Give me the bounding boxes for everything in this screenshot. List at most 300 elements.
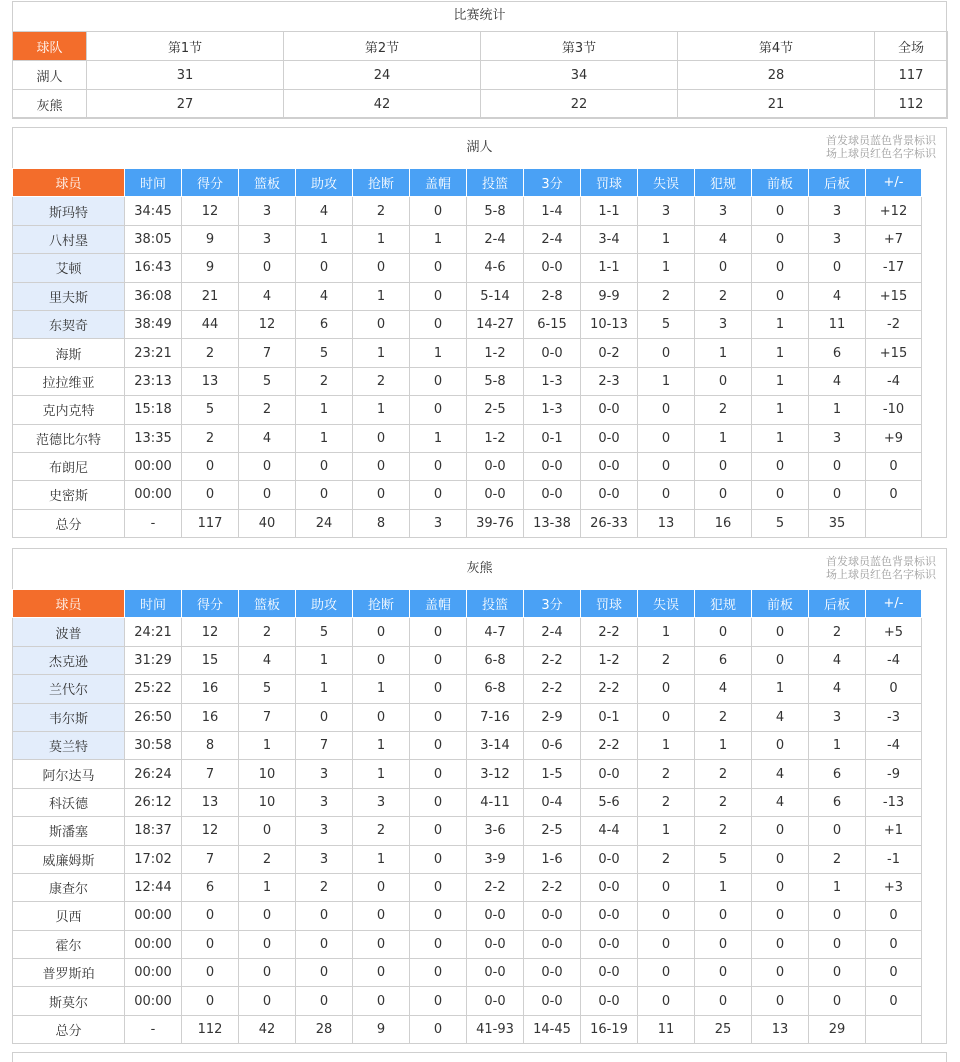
stat-steals: 2 — [353, 197, 410, 225]
stat-rebounds: 10 — [239, 760, 296, 788]
player-row[interactable] — [13, 760, 922, 788]
player-row[interactable] — [13, 817, 922, 845]
stat-off-reb: 0 — [752, 930, 809, 958]
player-name[interactable]: 兰代尔 — [13, 675, 125, 703]
stat-assists: 3 — [296, 817, 353, 845]
stat-fouls: 2 — [695, 282, 752, 310]
stat-points: 7 — [182, 845, 239, 873]
stat-three-pt: 1-5 — [524, 760, 581, 788]
stat-blocks: 0 — [410, 254, 467, 282]
stat-blocks: 0 — [410, 731, 467, 759]
stat-blocks: 0 — [410, 987, 467, 1015]
stat-fouls: 0 — [695, 618, 752, 646]
stat-plus-minus: -4 — [866, 731, 922, 759]
stat-off-reb: 0 — [752, 959, 809, 987]
lakers-stats-panel — [12, 127, 947, 538]
stat-off-reb: 1 — [752, 396, 809, 424]
stat-steals: 2 — [353, 367, 410, 395]
player-name[interactable]: 贝西 — [13, 902, 125, 930]
stat-three-pt: 1-3 — [524, 396, 581, 424]
player-row[interactable] — [13, 675, 922, 703]
stat-blocks: 0 — [410, 396, 467, 424]
player-row[interactable] — [13, 788, 922, 816]
total-blocks: 0 — [410, 1015, 467, 1043]
stat-ft: 1-1 — [581, 197, 638, 225]
stat-fouls: 3 — [695, 310, 752, 338]
stat-plus-minus: -13 — [866, 788, 922, 816]
stat-fg: 0-0 — [467, 930, 524, 958]
stat-turnovers: 3 — [638, 197, 695, 225]
stat-time: 17:02 — [125, 845, 182, 873]
stat-off-reb: 4 — [752, 703, 809, 731]
stat-off-reb: 1 — [752, 367, 809, 395]
player-row[interactable] — [13, 646, 922, 674]
stat-three-pt: 1-6 — [524, 845, 581, 873]
stat-assists: 0 — [296, 452, 353, 480]
player-row[interactable] — [13, 703, 922, 731]
stat-steals: 0 — [353, 310, 410, 338]
stat-steals: 0 — [353, 424, 410, 452]
stat-three-pt: 0-0 — [524, 339, 581, 367]
stat-ft: 0-0 — [581, 930, 638, 958]
stat-turnovers: 0 — [638, 930, 695, 958]
stat-rebounds: 4 — [239, 282, 296, 310]
player-row[interactable] — [13, 452, 922, 480]
header-steals: 抢断 — [353, 590, 410, 618]
q1-score: 27 — [87, 90, 284, 119]
player-name[interactable]: 八村塁 — [13, 225, 125, 253]
player-name[interactable]: 康查尔 — [13, 873, 125, 901]
stat-fg: 1-2 — [467, 424, 524, 452]
stat-points: 0 — [182, 930, 239, 958]
total-rebounds: 40 — [239, 509, 296, 537]
stat-fg: 3-12 — [467, 760, 524, 788]
player-row[interactable] — [13, 254, 922, 282]
player-row[interactable] — [13, 845, 922, 873]
legend-starter: 首发球员蓝色背景标识 — [826, 134, 936, 147]
stat-turnovers: 2 — [638, 845, 695, 873]
player-name[interactable]: 斯潘塞 — [13, 817, 125, 845]
stat-points: 12 — [182, 197, 239, 225]
total-fg: 39-76 — [467, 509, 524, 537]
player-name[interactable]: 莫兰特 — [13, 731, 125, 759]
legend-oncourt: 场上球员红色名字标识 — [826, 568, 936, 581]
stat-blocks: 0 — [410, 646, 467, 674]
stat-points: 12 — [182, 817, 239, 845]
total-turnovers: 13 — [638, 509, 695, 537]
stat-assists: 0 — [296, 481, 353, 509]
stat-fouls: 0 — [695, 959, 752, 987]
stats-header-row — [13, 169, 922, 197]
stat-blocks: 0 — [410, 873, 467, 901]
stat-time: 13:35 — [125, 424, 182, 452]
player-row[interactable] — [13, 930, 922, 958]
stat-fg: 3-6 — [467, 817, 524, 845]
stat-assists: 1 — [296, 424, 353, 452]
stat-plus-minus: -4 — [866, 646, 922, 674]
stat-plus-minus: -9 — [866, 760, 922, 788]
stat-off-reb: 0 — [752, 987, 809, 1015]
stat-fg: 6-8 — [467, 646, 524, 674]
header-points: 得分 — [182, 169, 239, 197]
stat-blocks: 0 — [410, 367, 467, 395]
stat-three-pt: 2-4 — [524, 225, 581, 253]
stat-fouls: 0 — [695, 987, 752, 1015]
stat-def-reb: 3 — [809, 703, 866, 731]
header-rebounds: 篮板 — [239, 590, 296, 618]
team-total-row — [13, 1015, 922, 1043]
stat-turnovers: 2 — [638, 282, 695, 310]
player-name[interactable]: 艾顿 — [13, 254, 125, 282]
total-fg: 41-93 — [467, 1015, 524, 1043]
stat-time: 18:37 — [125, 817, 182, 845]
stat-time: 15:18 — [125, 396, 182, 424]
stat-def-reb: 6 — [809, 788, 866, 816]
header-assists: 助攻 — [296, 169, 353, 197]
total-fouls: 25 — [695, 1015, 752, 1043]
stat-rebounds: 1 — [239, 873, 296, 901]
total-fouls: 16 — [695, 509, 752, 537]
game-summary-panel — [12, 1, 947, 118]
player-row[interactable] — [13, 424, 922, 452]
stat-ft: 9-9 — [581, 282, 638, 310]
stat-turnovers: 2 — [638, 646, 695, 674]
stat-rebounds: 0 — [239, 902, 296, 930]
stat-assists: 4 — [296, 197, 353, 225]
stat-time: 24:21 — [125, 618, 182, 646]
stat-fouls: 4 — [695, 225, 752, 253]
stat-steals: 0 — [353, 703, 410, 731]
header-fg: 投篮 — [467, 590, 524, 618]
stat-rebounds: 2 — [239, 396, 296, 424]
total-off-reb: 5 — [752, 509, 809, 537]
total-label: 总分 — [13, 509, 125, 537]
header-steals: 抢断 — [353, 169, 410, 197]
q2-score: 42 — [284, 90, 481, 119]
stat-plus-minus: +15 — [866, 339, 922, 367]
stat-points: 13 — [182, 788, 239, 816]
stat-three-pt: 0-6 — [524, 731, 581, 759]
stat-def-reb: 3 — [809, 225, 866, 253]
stat-time: 16:43 — [125, 254, 182, 282]
stat-steals: 0 — [353, 873, 410, 901]
stat-points: 6 — [182, 873, 239, 901]
stat-ft: 5-6 — [581, 788, 638, 816]
stat-def-reb: 6 — [809, 339, 866, 367]
stat-assists: 1 — [296, 646, 353, 674]
stat-def-reb: 6 — [809, 760, 866, 788]
total-points: 117 — [182, 509, 239, 537]
stat-fouls: 1 — [695, 731, 752, 759]
stat-three-pt: 0-0 — [524, 959, 581, 987]
stat-def-reb: 4 — [809, 646, 866, 674]
stat-def-reb: 0 — [809, 902, 866, 930]
player-name[interactable]: 霍尔 — [13, 930, 125, 958]
stat-fg: 4-6 — [467, 254, 524, 282]
player-row[interactable] — [13, 197, 922, 225]
stat-off-reb: 0 — [752, 817, 809, 845]
stat-fouls: 2 — [695, 817, 752, 845]
player-name[interactable]: 布朗尼 — [13, 452, 125, 480]
player-row[interactable] — [13, 310, 922, 338]
stat-def-reb: 0 — [809, 254, 866, 282]
player-name[interactable]: 杰克逊 — [13, 646, 125, 674]
stat-three-pt: 0-0 — [524, 254, 581, 282]
stat-ft: 0-0 — [581, 424, 638, 452]
player-row[interactable] — [13, 618, 922, 646]
player-row[interactable] — [13, 282, 922, 310]
q3-score: 22 — [481, 90, 678, 119]
stat-assists: 1 — [296, 675, 353, 703]
header-player: 球员 — [13, 590, 125, 618]
stat-assists: 3 — [296, 845, 353, 873]
stat-points: 5 — [182, 396, 239, 424]
q1-score: 31 — [87, 61, 284, 90]
header-three-pt: 3分 — [524, 590, 581, 618]
stat-steals: 1 — [353, 339, 410, 367]
stat-assists: 7 — [296, 731, 353, 759]
header-off-reb: 前板 — [752, 169, 809, 197]
stat-plus-minus: +3 — [866, 873, 922, 901]
player-name[interactable]: 范德比尔特 — [13, 424, 125, 452]
stat-three-pt: 6-15 — [524, 310, 581, 338]
player-row[interactable] — [13, 873, 922, 901]
header-q2: 第2节 — [284, 32, 481, 61]
stat-rebounds: 0 — [239, 254, 296, 282]
stat-fouls: 3 — [695, 197, 752, 225]
stat-three-pt: 0-0 — [524, 930, 581, 958]
stat-fouls: 1 — [695, 339, 752, 367]
stat-time: 26:24 — [125, 760, 182, 788]
stat-three-pt: 0-4 — [524, 788, 581, 816]
header-turnovers: 失误 — [638, 169, 695, 197]
header-q1: 第1节 — [87, 32, 284, 61]
player-name[interactable]: 东契奇 — [13, 310, 125, 338]
stat-off-reb: 4 — [752, 788, 809, 816]
stat-plus-minus: 0 — [866, 452, 922, 480]
stat-steals: 0 — [353, 481, 410, 509]
stat-ft: 0-0 — [581, 959, 638, 987]
stat-steals: 0 — [353, 618, 410, 646]
stat-off-reb: 1 — [752, 310, 809, 338]
stat-fg: 5-8 — [467, 367, 524, 395]
team-total-row — [13, 509, 922, 537]
stat-plus-minus: -10 — [866, 396, 922, 424]
stat-def-reb: 0 — [809, 987, 866, 1015]
stat-three-pt: 1-4 — [524, 197, 581, 225]
stat-time: 36:08 — [125, 282, 182, 310]
stat-points: 9 — [182, 254, 239, 282]
stat-turnovers: 1 — [638, 225, 695, 253]
stat-three-pt: 2-4 — [524, 618, 581, 646]
quarter-row-grizzlies — [13, 90, 948, 119]
legend-note — [826, 555, 936, 581]
stat-rebounds: 5 — [239, 367, 296, 395]
player-name[interactable]: 克内克特 — [13, 396, 125, 424]
header-fouls: 犯规 — [695, 590, 752, 618]
player-row[interactable] — [13, 959, 922, 987]
stat-rebounds: 12 — [239, 310, 296, 338]
stat-time: 12:44 — [125, 873, 182, 901]
player-row[interactable] — [13, 902, 922, 930]
total-score: 117 — [875, 61, 948, 90]
stat-time: 00:00 — [125, 481, 182, 509]
stat-ft: 0-0 — [581, 396, 638, 424]
player-name[interactable]: 威廉姆斯 — [13, 845, 125, 873]
stat-assists: 0 — [296, 930, 353, 958]
player-name[interactable]: 波普 — [13, 618, 125, 646]
stat-steals: 1 — [353, 731, 410, 759]
stat-def-reb: 0 — [809, 452, 866, 480]
stat-off-reb: 4 — [752, 760, 809, 788]
stat-fouls: 0 — [695, 930, 752, 958]
stat-plus-minus: 0 — [866, 987, 922, 1015]
player-name[interactable]: 斯莫尔 — [13, 987, 125, 1015]
team-title: 湖人 — [466, 140, 493, 155]
stat-fg: 0-0 — [467, 987, 524, 1015]
stat-def-reb: 3 — [809, 424, 866, 452]
stat-rebounds: 7 — [239, 703, 296, 731]
stat-ft: 1-1 — [581, 254, 638, 282]
stat-rebounds: 0 — [239, 817, 296, 845]
stat-turnovers: 0 — [638, 902, 695, 930]
stat-def-reb: 1 — [809, 731, 866, 759]
stat-plus-minus: 0 — [866, 675, 922, 703]
stat-def-reb: 0 — [809, 481, 866, 509]
stat-points: 13 — [182, 367, 239, 395]
stat-three-pt: 2-5 — [524, 817, 581, 845]
stat-assists: 0 — [296, 254, 353, 282]
stat-points: 15 — [182, 646, 239, 674]
stat-blocks: 0 — [410, 703, 467, 731]
stat-turnovers: 0 — [638, 481, 695, 509]
stat-steals: 0 — [353, 987, 410, 1015]
stat-blocks: 0 — [410, 618, 467, 646]
stat-points: 0 — [182, 481, 239, 509]
q2-score: 24 — [284, 61, 481, 90]
player-name[interactable]: 史密斯 — [13, 481, 125, 509]
stat-turnovers: 0 — [638, 675, 695, 703]
total-plus-minus — [866, 1015, 922, 1043]
stat-steals: 0 — [353, 902, 410, 930]
stat-points: 0 — [182, 987, 239, 1015]
stat-ft: 1-2 — [581, 646, 638, 674]
stat-rebounds: 0 — [239, 987, 296, 1015]
header-def-reb: 后板 — [809, 590, 866, 618]
stat-time: 23:21 — [125, 339, 182, 367]
player-name[interactable]: 海斯 — [13, 339, 125, 367]
stat-turnovers: 0 — [638, 959, 695, 987]
stat-turnovers: 2 — [638, 788, 695, 816]
stat-fouls: 2 — [695, 760, 752, 788]
stat-fouls: 5 — [695, 845, 752, 873]
stat-plus-minus: 0 — [866, 959, 922, 987]
stat-fg: 14-27 — [467, 310, 524, 338]
stat-turnovers: 0 — [638, 396, 695, 424]
stat-plus-minus: 0 — [866, 481, 922, 509]
stat-assists: 1 — [296, 396, 353, 424]
stat-turnovers: 0 — [638, 703, 695, 731]
header-assists: 助攻 — [296, 590, 353, 618]
team-name: 湖人 — [13, 61, 87, 90]
player-name[interactable]: 拉拉维亚 — [13, 367, 125, 395]
stat-turnovers: 1 — [638, 367, 695, 395]
stat-points: 21 — [182, 282, 239, 310]
stat-points: 2 — [182, 339, 239, 367]
stat-assists: 5 — [296, 339, 353, 367]
quarter-score-table — [12, 31, 948, 119]
total-assists: 28 — [296, 1015, 353, 1043]
stat-blocks: 0 — [410, 930, 467, 958]
stat-fouls: 0 — [695, 254, 752, 282]
header-ft: 罚球 — [581, 590, 638, 618]
stat-rebounds: 10 — [239, 788, 296, 816]
stat-def-reb: 0 — [809, 817, 866, 845]
header-blocks: 盖帽 — [410, 169, 467, 197]
player-row[interactable] — [13, 731, 922, 759]
player-row[interactable] — [13, 396, 922, 424]
stat-off-reb: 0 — [752, 731, 809, 759]
stat-def-reb: 1 — [809, 873, 866, 901]
stat-def-reb: 3 — [809, 197, 866, 225]
stat-steals: 1 — [353, 760, 410, 788]
stat-off-reb: 0 — [752, 197, 809, 225]
team-title: 灰熊 — [466, 561, 493, 576]
stat-rebounds: 7 — [239, 339, 296, 367]
stat-three-pt: 2-9 — [524, 703, 581, 731]
total-def-reb: 35 — [809, 509, 866, 537]
player-row[interactable] — [13, 987, 922, 1015]
stat-ft: 2-2 — [581, 675, 638, 703]
stat-blocks: 0 — [410, 902, 467, 930]
stat-steals: 0 — [353, 452, 410, 480]
player-name[interactable]: 科沃德 — [13, 788, 125, 816]
stat-points: 16 — [182, 703, 239, 731]
player-row[interactable] — [13, 225, 922, 253]
stat-rebounds: 2 — [239, 618, 296, 646]
stat-turnovers: 1 — [638, 618, 695, 646]
stat-time: 30:58 — [125, 731, 182, 759]
total-def-reb: 29 — [809, 1015, 866, 1043]
stat-steals: 2 — [353, 817, 410, 845]
stat-off-reb: 0 — [752, 254, 809, 282]
stat-time: 38:05 — [125, 225, 182, 253]
stat-plus-minus: -3 — [866, 703, 922, 731]
stat-blocks: 0 — [410, 760, 467, 788]
stat-fouls: 0 — [695, 452, 752, 480]
stat-three-pt: 2-2 — [524, 646, 581, 674]
stat-fouls: 0 — [695, 902, 752, 930]
player-row[interactable] — [13, 339, 922, 367]
stat-three-pt: 0-0 — [524, 481, 581, 509]
player-name[interactable]: 普罗斯珀 — [13, 959, 125, 987]
stat-points: 12 — [182, 618, 239, 646]
stat-fg: 2-2 — [467, 873, 524, 901]
player-row[interactable] — [13, 481, 922, 509]
stat-steals: 1 — [353, 845, 410, 873]
player-name[interactable]: 斯玛特 — [13, 197, 125, 225]
player-row[interactable] — [13, 367, 922, 395]
player-name[interactable]: 里夫斯 — [13, 282, 125, 310]
stat-fouls: 1 — [695, 424, 752, 452]
player-name[interactable]: 阿尔达马 — [13, 760, 125, 788]
total-points: 112 — [182, 1015, 239, 1043]
stat-assists: 2 — [296, 873, 353, 901]
player-name[interactable]: 韦尔斯 — [13, 703, 125, 731]
player-stats-table — [12, 168, 922, 538]
header-fouls: 犯规 — [695, 169, 752, 197]
total-blocks: 3 — [410, 509, 467, 537]
